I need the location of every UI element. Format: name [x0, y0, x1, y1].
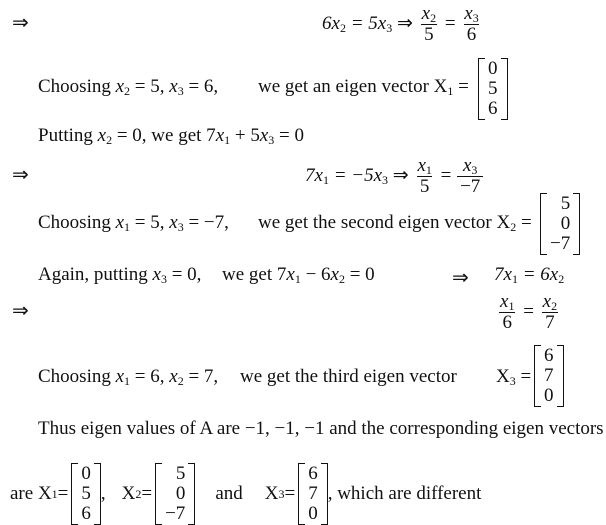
text-line-8-mid: we get the third eigen vector — [240, 366, 457, 387]
fraction-x2-over-5: $\frac{x_2}{5}$ — [421, 3, 437, 45]
eigen-vector-x3-matrix: 6 7 0 — [534, 345, 564, 407]
text-line-2: Choosing $x_2 = 5$, $x_3 = 6$, — [38, 76, 219, 98]
equation-line-4: $7x_1 = -5x_3$ ⇒ $\frac{x_1}{5}$ = $\frac{x_3}{-7}$ — [305, 156, 484, 197]
text-line-8: Choosing $x_1 = 6$, $x_2 = 7$, — [38, 366, 219, 388]
implies-arrow-1: ⇒ — [12, 10, 29, 34]
text-line-2-mid: we get an eigen vector $X_1$ = — [258, 76, 469, 98]
fraction-x3-over-6: $\frac{x_3}{6}$ — [464, 3, 479, 45]
implies-inline-1: ⇒ — [396, 11, 413, 34]
text-line-5: Choosing $x_1 = 5$, $x_3 = -7$, — [38, 212, 229, 234]
final-vector-x2: 5 0 −7 — [155, 463, 195, 525]
implies-arrow-3: ⇒ — [452, 265, 469, 289]
equation-7x1-6x2: $7x_1 = 6x_2$ — [494, 264, 565, 286]
implies-arrow-2: ⇒ — [12, 162, 29, 186]
text-line-6-mid: we get $7x_1 - 6x_2 = 0$ — [222, 264, 375, 286]
fraction-x1-over-6: $\frac{x_1}{6}$ — [500, 291, 515, 333]
text-line-5-mid: we get the second eigen vector $X_2$ = — [258, 212, 532, 234]
final-vector-x3: 6 7 0 — [298, 463, 328, 525]
fraction-x3-over-neg7: $\frac{x_3}{-7}$ — [457, 156, 483, 197]
fraction-x2-over-7: $\frac{x_2}{7}$ — [542, 291, 558, 333]
label-x3: $X_3$ = — [496, 366, 532, 388]
eigen-vector-x1-matrix: 0 5 6 — [478, 58, 508, 120]
implies-arrow-4: ⇒ — [12, 298, 29, 322]
text-line-3: Putting $x_2 = 0$, we get $7x_1 + 5x_3 = 0$ — [38, 125, 304, 147]
fraction-x1-over-5: $\frac{x_1}{5}$ — [417, 155, 432, 197]
eigen-vector-x2-matrix: 5 0 −7 — [540, 193, 580, 255]
equation-line-1: $6x_2 = 5x_3$ ⇒ $\frac{x_2}{5}$ = $\frac{x_3}{6}$ — [322, 4, 483, 45]
final-vector-x1: 0 5 6 — [71, 463, 101, 525]
summary-line: Thus eigen values of A are −1, −1, −1 and the corresponding eigen vectors — [38, 418, 604, 439]
final-vectors-line: are X 1 = 0 5 6 , X 2 = 5 0 −7 and X 3 = 6 7 0 , which are different — [10, 463, 482, 524]
text-line-6: Again, putting $x_3 = 0$, — [38, 264, 202, 286]
equation-line-7: $\frac{x_1}{6}$ = $\frac{x_2}{7}$ — [496, 292, 561, 333]
